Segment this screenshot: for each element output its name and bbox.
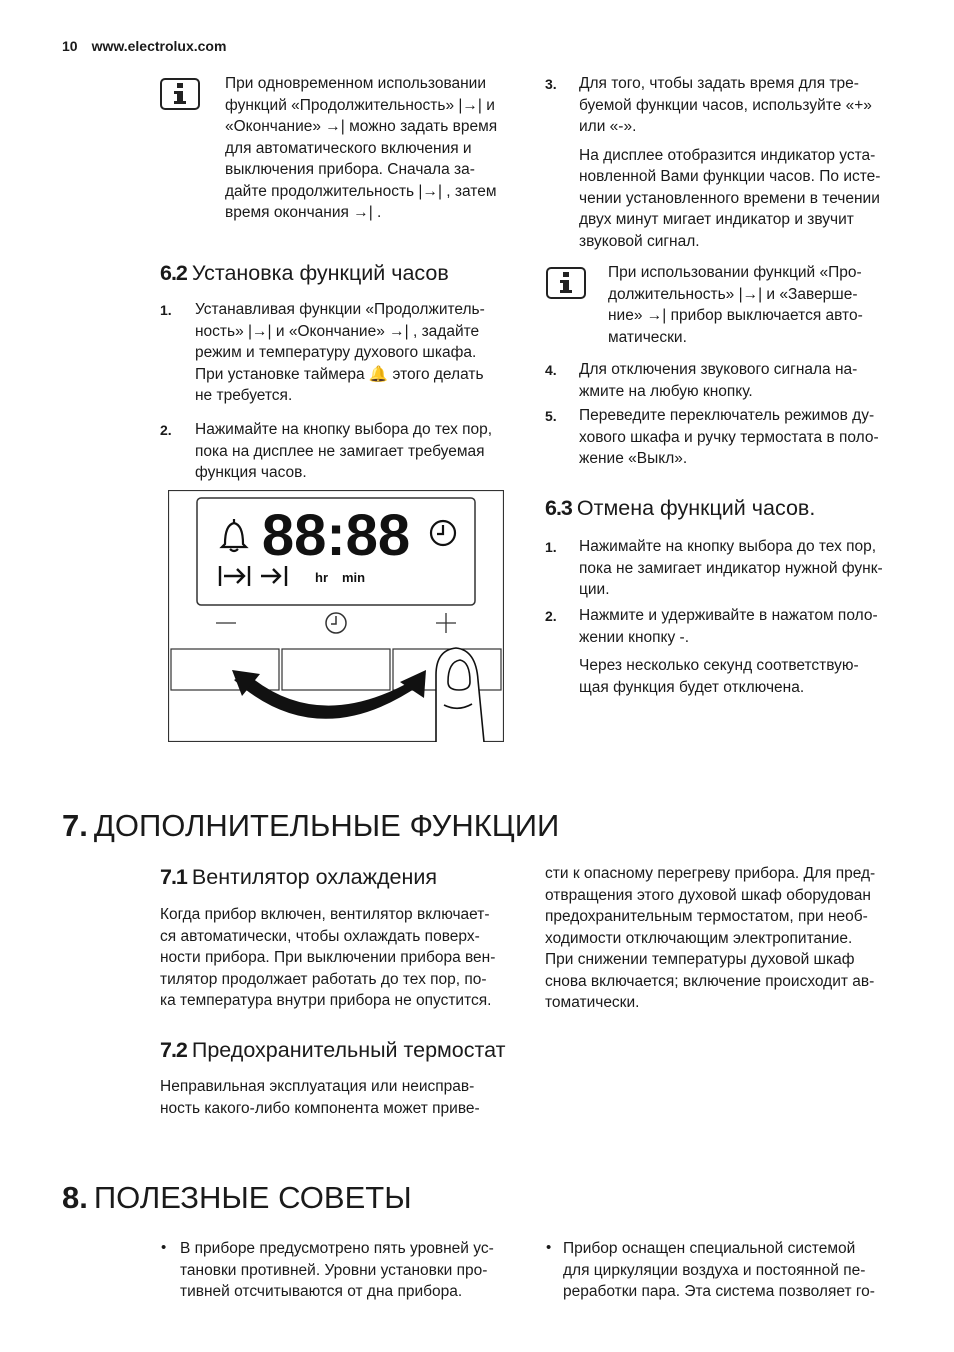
text-line: для циркуляции воздуха и постоянной пе- bbox=[563, 1261, 866, 1279]
text-line: Устанавливая функции «Продолжитель- bbox=[195, 301, 485, 318]
thermostat-paragraph bbox=[160, 1076, 520, 1119]
text-line: При установке таймера 🔔 этого делать bbox=[195, 365, 484, 383]
text-line: звуковой сигнал. bbox=[579, 232, 700, 250]
chapter-number: 8. bbox=[62, 1180, 88, 1215]
text-line: Через несколько секунд соответствую- bbox=[579, 657, 859, 674]
section-title: Установка функций часов bbox=[191, 261, 449, 285]
step-number: 4. bbox=[545, 362, 557, 378]
control-panel-illustration bbox=[168, 490, 504, 742]
bullet: • bbox=[161, 1239, 167, 1256]
text-line: реработки пара. Эта система позволяет го- bbox=[563, 1283, 875, 1300]
text-line: Неправильная эксплуатация или неисправ- bbox=[160, 1078, 475, 1095]
chapter-heading-8 bbox=[62, 1180, 412, 1216]
step-number: 5. bbox=[545, 408, 557, 424]
text-line: При снижении температуры духовой шкаф bbox=[545, 951, 855, 968]
text-line: буемой функции часов, используйте «+» bbox=[579, 96, 872, 114]
text-line: Нажимайте на кнопку выбора до тех пор, bbox=[579, 538, 877, 555]
step-number: 3. bbox=[545, 76, 557, 92]
text-line: для автоматического включения и bbox=[225, 139, 472, 157]
text-line: ка температура внутри прибора не опустится. bbox=[160, 992, 492, 1009]
section-title: Предохранительный термостат bbox=[191, 1038, 506, 1062]
step-1 bbox=[579, 536, 909, 601]
text-line: При использовании функций «Про- bbox=[608, 264, 862, 281]
text-line: жении кнопку -. bbox=[579, 628, 690, 646]
text-line: сти к опасному перегреву прибора. Для пред- bbox=[545, 865, 876, 882]
step-number: 2. bbox=[160, 422, 172, 438]
text-line: новленной Вами функции часов. По исте- bbox=[579, 168, 881, 185]
section-title: Отмена функций часов. bbox=[576, 496, 816, 520]
chapter-title: ДОПОЛНИТЕЛЬНЫЕ ФУНКЦИИ bbox=[93, 808, 560, 843]
step-2 bbox=[579, 605, 909, 698]
text-line: ся автоматически, чтобы охлаждать поверх- bbox=[160, 927, 480, 945]
text-line: Для того, чтобы задать время для тре- bbox=[579, 75, 859, 92]
text-line: ции. bbox=[579, 581, 610, 598]
select-button[interactable] bbox=[282, 649, 390, 690]
text-line: функций «Продолжительность» |→| и bbox=[225, 96, 495, 114]
text-line: режим и температуру духового шкафа. bbox=[195, 344, 477, 361]
step-5 bbox=[579, 405, 909, 470]
text-line: Прибор оснащен специальной системой bbox=[563, 1240, 856, 1257]
page-number: 10 bbox=[62, 38, 78, 54]
text-line: Нажмите и удерживайте в нажатом поло- bbox=[579, 607, 878, 624]
section-heading-7-1 bbox=[160, 864, 437, 890]
text-line: не требуется. bbox=[195, 387, 293, 404]
section-heading-6-3 bbox=[545, 495, 815, 521]
text-line: Для отключения звукового сигнала на- bbox=[579, 361, 858, 378]
chapter-title: ПОЛЕЗНЫЕ СОВЕТЫ bbox=[93, 1180, 412, 1215]
text-line: ность какого-либо компонента может приве- bbox=[160, 1099, 480, 1117]
tip-item bbox=[180, 1238, 520, 1303]
text-line: матически. bbox=[608, 328, 687, 346]
text-line: При одновременном использовании bbox=[225, 75, 486, 92]
note-duration-end bbox=[225, 73, 525, 224]
section-number: 7.1 bbox=[160, 865, 187, 889]
step-number: 2. bbox=[545, 608, 557, 624]
text-line: хового шкафа и ручку термостата в поло- bbox=[579, 428, 879, 446]
chapter-heading-7 bbox=[62, 808, 559, 844]
text-line: выключения прибора. Сначала за- bbox=[225, 161, 475, 178]
text-line: томатически. bbox=[545, 994, 640, 1011]
section-heading-6-2 bbox=[160, 260, 449, 286]
text-line: жмите на любую кнопку. bbox=[579, 382, 753, 400]
text-line: пока на дисплее не замигает требуемая bbox=[195, 442, 485, 460]
unit-min: min bbox=[342, 570, 366, 585]
thermostat-paragraph-continued bbox=[545, 863, 905, 1014]
step-1 bbox=[195, 299, 515, 407]
section-number: 6.3 bbox=[545, 496, 572, 520]
text-line: тилятор продолжает работать до тех пор, по- bbox=[160, 970, 487, 988]
text-line: снова включается; включение происходит ав- bbox=[545, 972, 875, 990]
text-line: тановки противней. Уровни установки про- bbox=[180, 1261, 488, 1279]
text-line: предохранительным термостатом, при необ- bbox=[545, 908, 868, 925]
site-url: www.electrolux.com bbox=[91, 38, 227, 54]
text-line: функция часов. bbox=[195, 464, 307, 481]
note-auto-off bbox=[608, 262, 908, 348]
section-number: 6.2 bbox=[160, 261, 187, 285]
text-line: Переведите переключатель режимов ду- bbox=[579, 407, 875, 424]
text-line: должительность» |→| и «Заверше- bbox=[608, 285, 858, 303]
step-2 bbox=[195, 419, 515, 484]
text-line: время окончания →| . bbox=[225, 204, 382, 221]
step-3 bbox=[579, 73, 909, 252]
text-line: щая функция будет отключена. bbox=[579, 678, 805, 696]
bullet: • bbox=[546, 1239, 552, 1256]
unit-hr: hr bbox=[315, 570, 328, 585]
text-line: Когда прибор включен, вентилятор включает- bbox=[160, 906, 490, 923]
text-line: дайте продолжительность |→| , затем bbox=[225, 182, 497, 200]
text-line: чении установленного времени в течении bbox=[579, 189, 880, 207]
text-line: В приборе предусмотрено пять уровней ус- bbox=[180, 1240, 494, 1257]
text-line: тивней отсчитываются от дна прибора. bbox=[180, 1283, 463, 1300]
display-digits: 88:88 bbox=[261, 503, 411, 568]
text-line: На дисплее отобразится индикатор уста- bbox=[579, 146, 876, 164]
text-line: ние» →| прибор выключается авто- bbox=[608, 307, 863, 324]
section-number: 7.2 bbox=[160, 1038, 187, 1062]
text-line: пока не замигает индикатор нужной функ- bbox=[579, 559, 883, 577]
text-line: ходимости отключающим электропитание. bbox=[545, 929, 853, 947]
fan-paragraph bbox=[160, 904, 520, 1012]
text-line: Нажимайте на кнопку выбора до тех пор, bbox=[195, 421, 493, 438]
text-line: или «-». bbox=[579, 118, 637, 135]
step-number: 1. bbox=[160, 302, 172, 318]
tip-item bbox=[563, 1238, 903, 1303]
minus-button[interactable] bbox=[171, 649, 279, 690]
section-heading-7-2 bbox=[160, 1037, 505, 1063]
step-4 bbox=[579, 359, 909, 402]
text-line: жение «Выкл». bbox=[579, 450, 688, 467]
section-title: Вентилятор охлаждения bbox=[191, 865, 437, 889]
text-line: отвращения этого духовой шкаф оборудован bbox=[545, 886, 871, 904]
text-line: двух минут мигает индикатор и звучит bbox=[579, 211, 854, 228]
text-line: ность» |→| и «Окончание» →| , задайте bbox=[195, 322, 480, 340]
info-icon bbox=[160, 78, 200, 110]
info-icon bbox=[546, 267, 586, 299]
text-line: «Окончание» →| можно задать время bbox=[225, 118, 498, 135]
text-line: ности прибора. При выключении прибора вен- bbox=[160, 949, 496, 966]
page-header bbox=[62, 38, 240, 54]
step-number: 1. bbox=[545, 539, 557, 555]
chapter-number: 7. bbox=[62, 808, 88, 843]
